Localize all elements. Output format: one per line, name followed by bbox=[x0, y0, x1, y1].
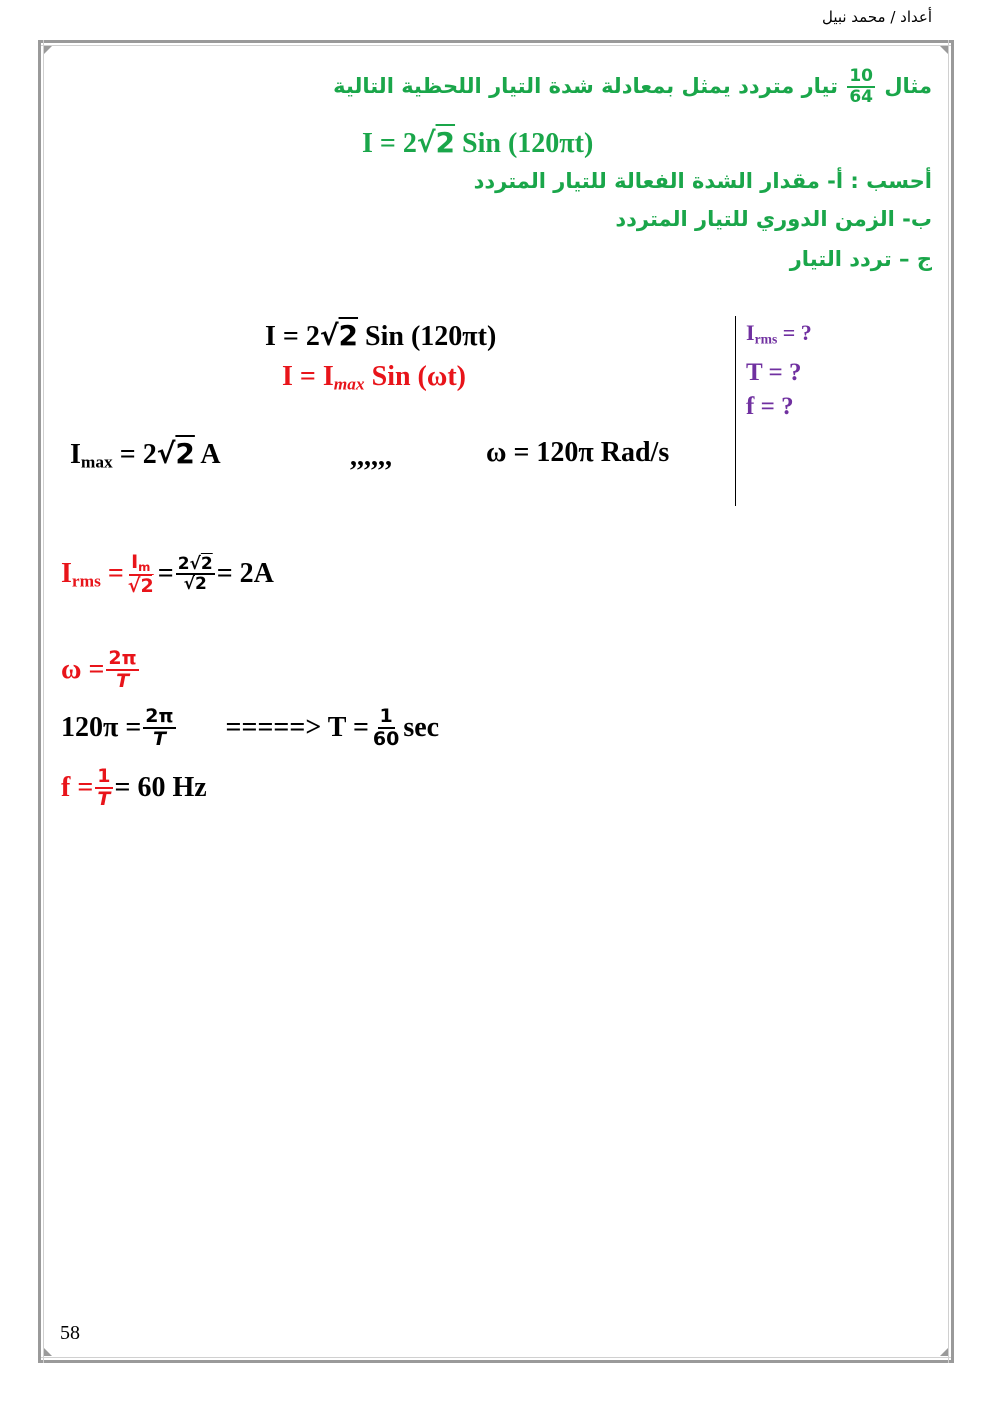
irms-fraction-2: $\frac{2√2}{√2}$ bbox=[177, 553, 213, 595]
unknowns-divider bbox=[735, 316, 736, 506]
example-number: $\frac{10}{64}$ bbox=[849, 66, 873, 107]
general-equation: $I = I_{max}$ Sin (ωt) bbox=[282, 361, 466, 394]
irms-calculation: $I_{rms}$ = $\frac{I_m}{√2}$ = $\frac{2√2}{√2}$ = 2A bbox=[61, 551, 274, 597]
omega-formula: ω = $\frac{2\pi}{T}$ bbox=[61, 647, 137, 692]
separator-commas: ,,,,,, bbox=[350, 441, 392, 472]
page-number: 58 bbox=[60, 1322, 80, 1344]
unknown-irms: $I_{rms}$ = ? bbox=[746, 320, 812, 347]
imax-value: $I_{max} = 2√2$ A bbox=[70, 437, 221, 472]
requirement-a: أحسب : أ- مقدار الشدة الفعالة للتيار المتردد bbox=[473, 169, 932, 193]
period-calculation: 120π = $\frac{2\pi}{T}$ =====> T = $\frac{1}{60}$ sec bbox=[61, 705, 440, 750]
problem-statement bbox=[172, 64, 932, 108]
unknown-frequency: f = ? bbox=[746, 393, 794, 421]
problem-text: تيار متردد يمثل بمعادلة شدة التيار اللحظية التالية bbox=[333, 74, 839, 98]
unknowns-list bbox=[746, 316, 812, 424]
problem-equation: I = 2√2 Sin (120πt) bbox=[362, 126, 594, 159]
requirement-c: ج – تردد التيار bbox=[789, 247, 932, 271]
frequency-calculation: f = $\frac{1}{T}$ = 60 Hz bbox=[61, 765, 207, 810]
author-header: أعداد / محمد نبيل bbox=[821, 8, 932, 26]
given-equation: I = 2√2 Sin (120πt) bbox=[265, 319, 497, 352]
omega-value: ω = 120π Rad/s bbox=[486, 437, 670, 468]
requirement-b: ب- الزمن الدوري للتيار المتردد bbox=[615, 207, 932, 231]
example-label: مثال bbox=[884, 74, 932, 98]
irms-fraction-1: $\frac{I_m}{√2}$ bbox=[127, 551, 154, 597]
unknown-period: T = ? bbox=[746, 359, 802, 387]
